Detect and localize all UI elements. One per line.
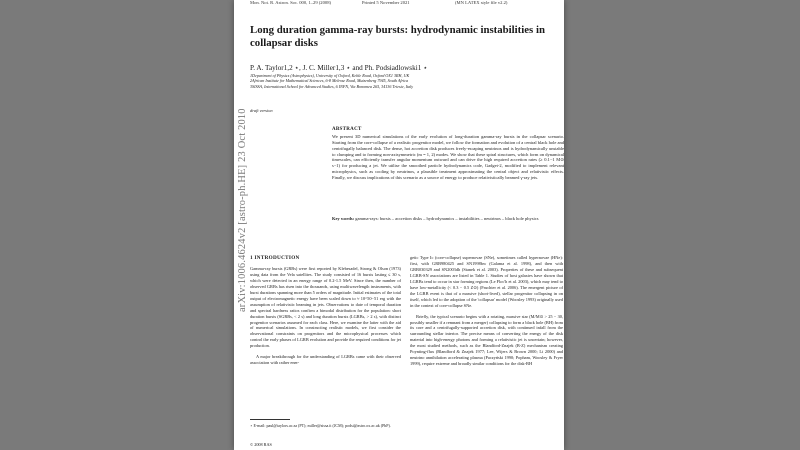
left-column xyxy=(250,256,401,366)
printed-date: Printed 5 November 2021 xyxy=(362,0,410,5)
affiliation-1: 1Department of Physics (Astrophysics), University of Oxford, Keble Road, Oxford OX1 3RH, UK xyxy=(250,73,410,78)
draft-label: draft version xyxy=(250,108,273,113)
journal-citation: Mon. Not. R. Astron. Soc. 000, 1–29 (2008) xyxy=(250,0,332,5)
intro-paragraph-3: getic Type Ic (core-collapse) supernovae (SNe), sometimes called hypernovae (HNe): first, with GRB980425 and SN1998bw (Galama et al. 1998), and then with GRB030329 and SN2003dh (Stanek et al. 2003). Properties of these and subsequent LGRB-SN associations are listed in Table 1. Studies of host galaxies have shown that LGRBs tend to occur in star forming regions (Le Floc'h et al. 2003), which may tend to have low-metallicity (< 0.3 − 0.5 Z⊙) (Fruchter et al. 2006). The emergent picture of the LGRB event is that of a massive (short-lived), stellar progenitor collapsing in on itself, which led to the adoption of the 'collapsar' model (Woosley 1993) originally used in the context of core-collapse SNe. xyxy=(410,255,563,308)
keywords-label: Key words: xyxy=(332,216,355,221)
keywords xyxy=(332,216,564,222)
intro-paragraph-1: Gamma-ray bursts (GRBs) were first reported by Klebesadel, Strong & Olson (1973) using data from the Vela satellites. The study consisted of 16 bursts lasting ≤ 30 s, which were detected in an energy range of 0.2-1.5 MeV. Since then, the number of observed GRBs has risen into the thousands, using multiwavelength instruments, with burst durations spanning more than 5 orders of magnitude. Initial estimates of the total output of electromagnetic energy have been scaled down to ≈ 10^50−51 erg with the assumption of relativistic beaming in jets. Observations to date of temporal duration and spectral hardness ratios confirm a bimodal distribution for the population: short duration bursts (SGRBs, < 2 s) and long duration bursts (LGRBs, > 2 s), with distinct progenitor scenarios assumed for each class. Here, we examine the latter with the aid of numerical simulations. In constructing realistic models, we first consider the observational constraints on progenitors and the microphysical processes which control the early phases of LGRB evolution and provide the required conditions for jet production. xyxy=(250,265,401,349)
affiliation-2: 2African Institute for Mathematical Sciences, 6-8 Melrose Road, Muizenberg 7945, South Africa xyxy=(250,78,409,84)
running-header xyxy=(250,0,554,6)
section-heading-introduction: 1 INTRODUCTION xyxy=(250,255,300,261)
arxiv-watermark: arXiv:1006.4624v2 [astro-ph.HE] 23 Oct 2010 xyxy=(237,108,248,312)
footnote-emails: ⋆ E-mail: paul@taylors.ac.za (PT); miller@sissa.it (JCM); podsi@astro.ox.ac.uk (PhP). xyxy=(250,423,391,428)
keywords-text: gamma-rays: bursts – accretion disks – hydrodynamics – instabilities – neutrinos – black hole physics xyxy=(355,216,539,221)
intro-paragraph-2: A major breakthrough for the understanding of LGRBs came with their observed association with rather ener- xyxy=(250,354,401,366)
footnote-rule xyxy=(250,419,290,420)
paper-page xyxy=(234,0,564,450)
author-list: P. A. Taylor1,2 ⋆, J. C. Miller1,3 ⋆ and Ph. Podsiadlowski1 ⋆ xyxy=(250,64,428,72)
abstract-heading: ABSTRACT xyxy=(332,127,362,132)
right-column xyxy=(410,255,563,372)
abstract-text: We present 3D numerical simulations of the early evolution of long-duration gamma-ray bursts in the collapsar scenario. Starting from the core-collapse of a realistic progenitor model, we follow the formation and evolution of a central black hole and centrifugally balanced disk. The dense, hot accretion disk produces freely-escaping neutrinos and is hydrodynamically unstable to clumping and to forming non-axisymmetric (m = 1, 2) modes. We show that these spiral structures, which form on dynamical timescales, can efficiently transfer angular momentum outward and can drive the high required accretion rates (≥ 0.1−1 M⊙ s−1) for producing a jet. We utilise the smoothed particle hydrodynamics code, Gadget-2, modified to implement relevant microphysics, such as cooling by neutrinos, a plausible treatment approximating the central object and relativistic effects. Finally, we discuss implications of this scenario as a source of energy to produce relativistically beamed γ-ray jets. xyxy=(332,134,564,180)
style-file: (MN LATEX style file v2.2) xyxy=(455,0,508,5)
copyright: © 2008 RAS xyxy=(250,442,272,447)
abstract xyxy=(332,127,564,181)
affiliation-3: 3SISSA, International School for Advanced Studies, 6 INFN, Via Bonomea 265, 34136 Trieste, Italy xyxy=(250,83,414,89)
paper-title: Long duration gamma-ray bursts: hydrodynamic instabilities in collapsar disks xyxy=(250,24,545,49)
affiliations xyxy=(250,73,550,89)
intro-paragraph-4: Briefly, the typical scenario begins with a rotating, massive star (M/M⊙ > 25 − 30, possibly smaller if a remnant from a merger) collapsing to form a black hole (BH) from its core and a centrifugally-supported accretion disk, with continued infall from the surrounding stellar interior. The precise means of converting the energy of the disk material into high-energy photons and forming a relativistic jet is uncertain; however, the most studied methods, such as the Blandford-Znajek (B-Z) mechanism creating Poynting-flux (Blandford & Znajek 1977; Lee, Wijers & Brown 2000; Li 2000) and neutrino annihilation accelerating plasma (Paczyński 1990; Popham, Woosley & Fryer 1999), require extreme and broadly similar conditions for the disk-BH xyxy=(410,313,563,367)
